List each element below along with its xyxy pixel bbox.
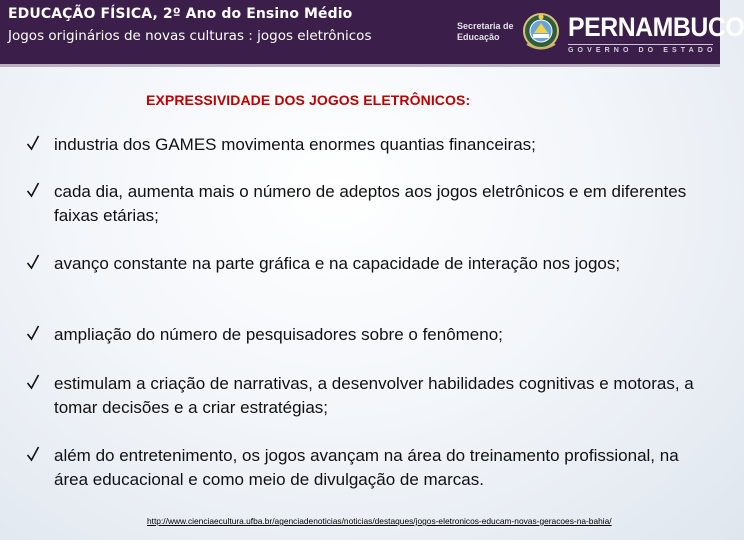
checkmark-icon bbox=[26, 373, 40, 391]
checkmark-icon bbox=[26, 134, 40, 152]
bullet-text: estimulam a criação de narrativas, a desenvolver habilidades cognitivas e motoras, a tomar decisões e a criar estratégias; bbox=[54, 374, 694, 417]
bullet-text: além do entretenimento, os jogos avançam na área do treinamento profissional, na área educacional e como meio de divulgação de marcas. bbox=[54, 446, 679, 489]
bullet-text: cada dia, aumenta mais o número de adeptos aos jogos eletrônicos e em diferentes faixas etárias; bbox=[54, 182, 687, 225]
header-bar bbox=[0, 0, 744, 67]
secretaria-line-2: Educação bbox=[457, 32, 500, 42]
checkmark-icon bbox=[26, 445, 40, 463]
checkmark-icon bbox=[26, 253, 40, 271]
bullet-text: avanço constante na parte gráfica e na capacidade de interação nos jogos; bbox=[54, 254, 621, 273]
checkmark-icon bbox=[26, 181, 40, 199]
course-title: EDUCAÇÃO FÍSICA, 2º Ano do Ensino Médio bbox=[8, 6, 353, 22]
source-link[interactable]: http://www.cienciaecultura.ufba.br/agenciadenoticias/noticias/destaques/jogos-eletronicos-educam-novas-geracoes-na-bahia/ bbox=[147, 516, 612, 526]
brand-subtitle: GOVERNO DO ESTADO bbox=[568, 47, 717, 54]
checkmark-icon bbox=[26, 324, 40, 342]
brand-logo-text: PERNAMBUCO bbox=[568, 12, 744, 42]
secretaria-line-1: Secretaria de bbox=[457, 21, 514, 31]
course-subtitle: Jogos originários de novas culturas : jogos eletrônicos bbox=[8, 28, 372, 44]
bullet-text: ampliação do número de pesquisadores sobre o fenômeno; bbox=[54, 325, 503, 344]
slide-title: EXPRESSIVIDADE DOS JOGOS ELETRÔNICOS: bbox=[146, 92, 471, 108]
bullet-text: industria dos GAMES movimenta enormes quantias financeiras; bbox=[54, 135, 536, 154]
state-coat-of-arms-icon bbox=[521, 11, 561, 53]
brand-divider bbox=[568, 44, 713, 45]
secretaria-label bbox=[457, 21, 517, 43]
